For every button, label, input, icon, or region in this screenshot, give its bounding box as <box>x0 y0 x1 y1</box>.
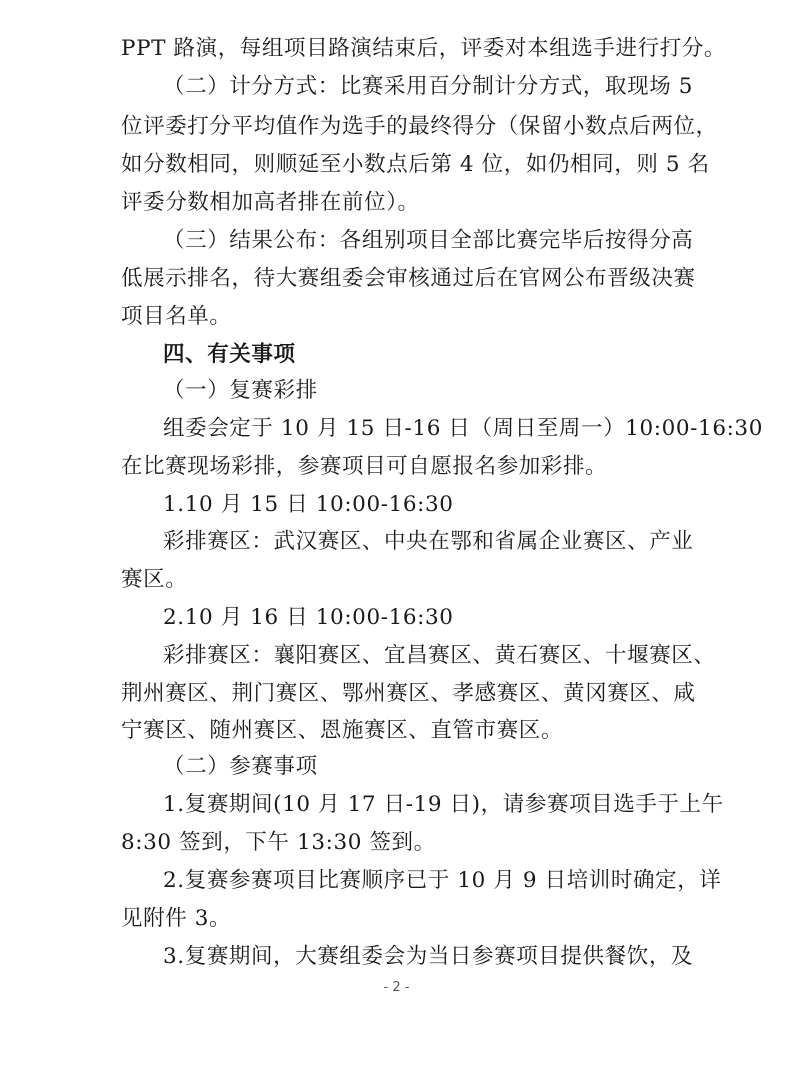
text-line-18: 荆州赛区、荆门赛区、鄂州赛区、孝感赛区、黄冈赛区、咸 <box>121 681 696 706</box>
subsection-heading-1: （一）复赛彩排 <box>163 378 318 403</box>
text-line-24: 见附件 3。 <box>121 906 232 931</box>
text-line-8: 项目名单。 <box>121 304 232 329</box>
section-heading: 四、有关事项 <box>163 342 296 367</box>
text-line-11: 组委会定于 10 月 15 日-16 日（周日至周一）10:00-16:30 <box>163 416 763 441</box>
text-line-4: 如分数相同，则顺延至小数点后第 4 位，如仍相同，则 5 名 <box>121 152 710 177</box>
text-line-25: 3.复赛期间，大赛组委会为当日参赛项目提供餐饮，及 <box>163 944 694 969</box>
text-line-22: 8:30 签到，下午 13:30 签到。 <box>121 830 436 855</box>
text-line-16: 2.10 月 16 日 10:00-16:30 <box>163 605 454 630</box>
text-line-1: PPT 路演，每组项目路演结束后，评委对本组选手进行打分。 <box>121 36 727 61</box>
text-line-3: 位评委打分平均值作为选手的最终得分（保留小数点后两位， <box>121 114 718 139</box>
text-line-2: （二）计分方式：比赛采用百分制计分方式，取现场 5 <box>163 74 694 99</box>
text-line-23: 2.复赛参赛项目比赛顺序已于 10 月 9 日培训时确定，详 <box>163 868 722 893</box>
text-line-5: 评委分数相加高者排在前位）。 <box>121 190 420 215</box>
text-line-13: 1.10 月 15 日 10:00-16:30 <box>163 492 454 517</box>
text-line-14: 彩排赛区：武汉赛区、中央在鄂和省属企业赛区、产业 <box>163 529 694 554</box>
text-line-19: 宁赛区、随州赛区、恩施赛区、直管市赛区。 <box>121 718 564 743</box>
text-line-6: （三）结果公布：各组别项目全部比赛完毕后按得分高 <box>163 228 694 253</box>
text-line-12: 在比赛现场彩排，参赛项目可自愿报名参加彩排。 <box>121 454 608 479</box>
text-line-7: 低展示排名，待大赛组委会审核通过后在官网公布晋级决赛 <box>121 266 696 291</box>
subsection-heading-2: （二）参赛事项 <box>163 754 318 779</box>
text-line-15: 赛区。 <box>121 567 188 592</box>
text-line-21: 1.复赛期间(10 月 17 日-19 日)，请参赛项目选手于上午 <box>163 792 724 817</box>
text-line-17: 彩排赛区：襄阳赛区、宜昌赛区、黄石赛区、十堰赛区、 <box>163 643 716 668</box>
page-number: - 2 - <box>383 980 410 995</box>
